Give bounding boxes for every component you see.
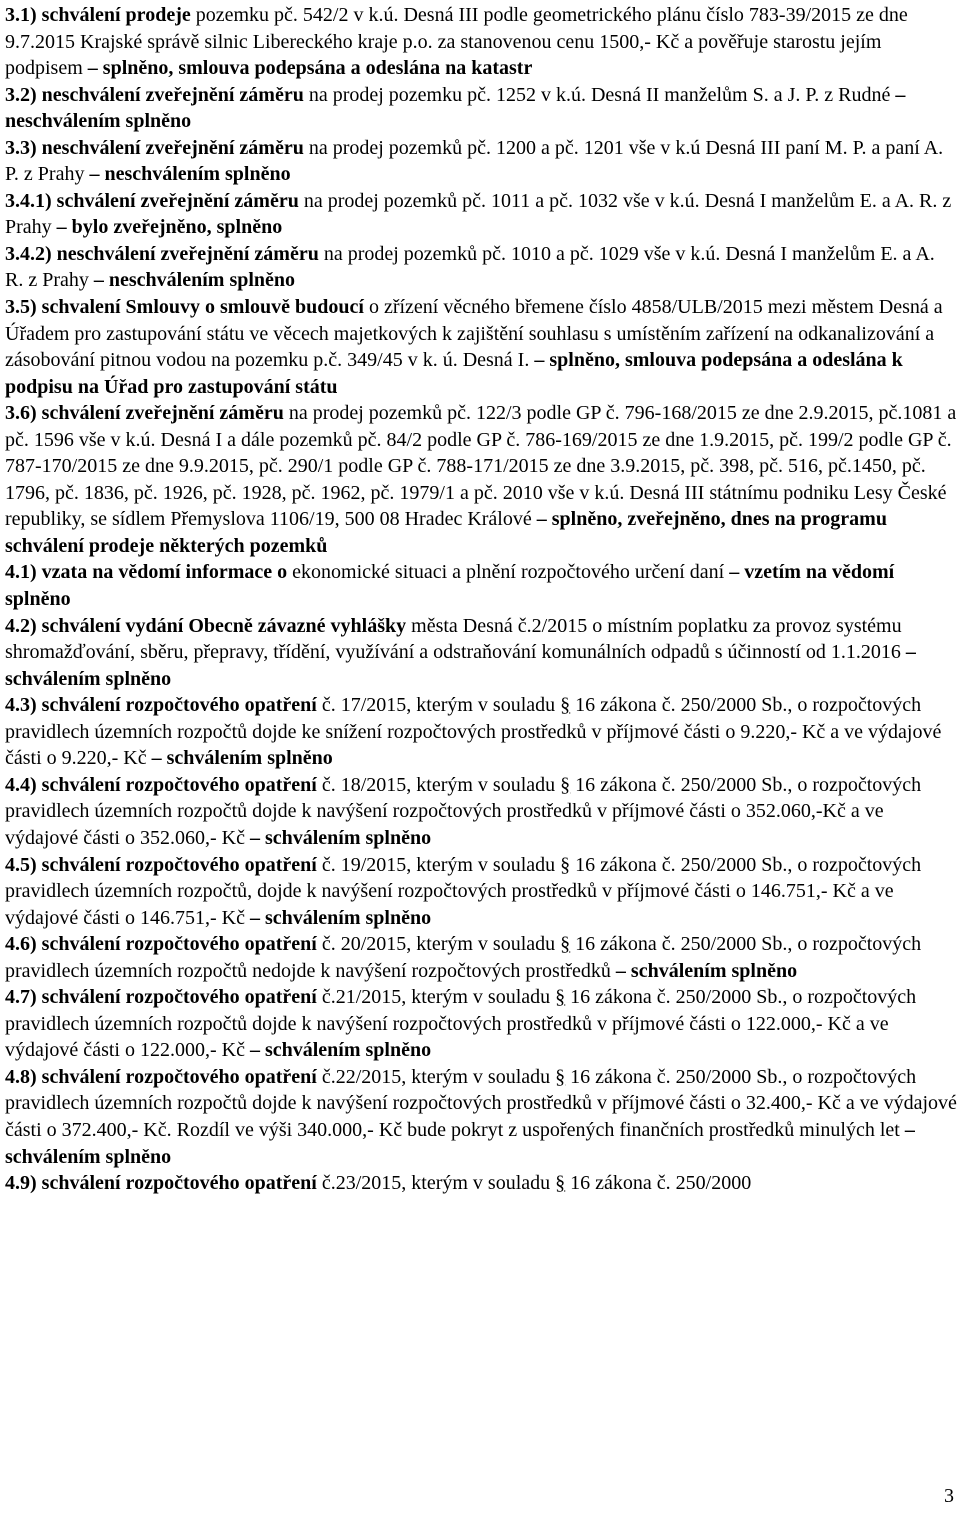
body-text: č.23/2015, kterým v souladu bbox=[316, 1172, 556, 1195]
bold-text: 4.9) schválení rozpočtového opatření bbox=[5, 1172, 317, 1195]
section-symbol: § bbox=[555, 1065, 566, 1088]
section-symbol: § bbox=[560, 694, 571, 717]
bold-text: 4.4) schválení rozpočtového opatření bbox=[5, 773, 317, 796]
paragraph-p3-4-2 bbox=[5, 241, 957, 294]
paragraph-p4-4 bbox=[5, 772, 957, 852]
bold-text: 4.7) schválení rozpočtového opatření bbox=[5, 986, 317, 1009]
bold-text: 4.2) schválení vydání Obecně závazné vyhlášky bbox=[5, 614, 407, 637]
bold-text: – neschválením splněno bbox=[93, 269, 296, 292]
bold-text: 3.5) schvalení Smlouvy o smlouvě budoucí bbox=[5, 296, 364, 319]
paragraph-p4-2 bbox=[5, 613, 957, 693]
paragraph-p3-1 bbox=[5, 2, 957, 82]
bold-text: – schválením splněno bbox=[5, 641, 916, 690]
body-text: 16 zákona č. 250/2000 Sb., o rozpočtových pravidlech územních rozpočtů, dojde k navýšení rozpočtových prostředků v příjmové části o 146.751,- Kč a ve výdajové části o 146.751,- Kč bbox=[5, 853, 922, 929]
body-text: 16 zákona č. 250/2000 Sb., o rozpočtových pravidlech územních rozpočtů dojde k navýšení rozpočtových prostředků v příjmové části o 122.000,- Kč a ve výdajové části o 122.000,- Kč bbox=[5, 986, 917, 1062]
paragraph-p4-5 bbox=[5, 852, 957, 932]
body-text: na prodej pozemků pč. 1200 a pč. 1201 vše v k.ú Desná III paní M. P. a paní A. P. z Prahy bbox=[5, 136, 944, 186]
body-text: 16 zákona č. 250/2000 Sb., o rozpočtových pravidlech územních rozpočtů dojde k navýšení rozpočtových prostředků v příjmové části o 352.060,-Kč a ve výdajové části o 352.060,- Kč bbox=[5, 773, 922, 849]
body-text: o zřízení věcného břemene číslo 4858/ULB/2015 mezi městem Desná a Úřadem pro zastupování státu ve věcech majetkových k zajištění souhlasu s umístěním zařízení na odkanalizování a zásobování pitnou vodou na pozemku p.č. 349/45 v k. ú. Desná I. bbox=[5, 296, 943, 372]
paragraph-p3-5 bbox=[5, 294, 957, 400]
bold-text: 4.6) schválení rozpočtového opatření bbox=[5, 933, 317, 956]
bold-text: 4.8) schválení rozpočtového opatření bbox=[5, 1065, 317, 1088]
paragraph-p4-1 bbox=[5, 559, 957, 612]
paragraph-p3-4-1 bbox=[5, 188, 957, 241]
bold-text: 3.1) schválení prodeje bbox=[5, 4, 191, 26]
body-text: č. 19/2015, kterým v souladu bbox=[316, 853, 561, 876]
body-text: 16 zákona č. 250/2000 Sb., o rozpočtových pravidlech územních rozpočtů dojde k navýšení rozpočtových prostředků v příjmové části o 32.400,- Kč a ve výdajové části o 372.400,- Kč. Rozdíl ve výši 340.000,- Kč bude pokryt z uspořených finančních prostředků minulých let bbox=[5, 1065, 957, 1141]
body-text: č.22/2015, kterým v souladu bbox=[316, 1065, 556, 1088]
bold-text: 3.3) neschválení zveřejnění záměru bbox=[5, 136, 304, 159]
body-text: na prodej pozemků pč. 1010 a pč. 1029 vše v k.ú. Desná I manželům E. a A. R. z Prahy bbox=[5, 242, 935, 292]
bold-text: 3.4.2) neschválení zveřejnění záměru bbox=[5, 242, 319, 265]
document-body bbox=[5, 2, 957, 1197]
body-text: na prodej pozemků pč. 122/3 podle GP č. 796-168/2015 ze dne 2.9.2015, pč.1081 a pč. 1596 vše v k.ú. Desná I a dále pozemků pč. 84/2 podle GP č. 786-169/2015 ze dne 1.9.2015, pč. 199/2 podle GP č. 787-170/2015 ze dne 9.9.2015, pč. 290/1 podle GP č. 788-171/2015 ze dne 3.9.2015, pč. 398, pč. 516, pč.1450, pč. 1796, pč. 1836, pč. 1926, pč. 1928, pč. 1962, pč. 1979/1 a pč. 2010 vše v k.ú. Desná III státnímu podniku Lesy České republiky, se sídlem Přemyslova 1106/19, 500 08 Hradec Králové bbox=[5, 402, 957, 531]
bold-text: 3.6) schválení zveřejnění záměru bbox=[5, 402, 284, 425]
page-number: 3 bbox=[944, 1485, 954, 1507]
body-text: č. 17/2015, kterým v souladu bbox=[316, 694, 561, 717]
bold-text: – splněno, smlouva podepsána a odeslána na katastr bbox=[87, 57, 533, 80]
section-symbol: § bbox=[555, 986, 566, 1009]
body-text: č. 20/2015, kterým v souladu bbox=[316, 933, 561, 956]
bold-text: 4.1) vzata na vědomí informace o bbox=[5, 561, 288, 584]
body-text: 16 zákona č. 250/2000 Sb., o rozpočtových pravidlech územních rozpočtů dojde ke snížení rozpočtových prostředků v příjmové části o 9.220,- Kč a ve výdajové části o 9.220,- Kč bbox=[5, 694, 942, 770]
section-symbol: § bbox=[555, 1172, 566, 1195]
paragraph-p3-6 bbox=[5, 400, 957, 559]
bold-text: 4.3) schválení rozpočtového opatření bbox=[5, 694, 317, 717]
bold-text: – vzetím na vědomí splněno bbox=[5, 561, 895, 611]
body-text: č. 18/2015, kterým v souladu bbox=[316, 773, 561, 796]
bold-text: – neschválením splněno bbox=[5, 83, 906, 133]
bold-text: – splněno, smlouva podepsána a odeslána k podpisu na Úřad pro zastupování státu bbox=[5, 349, 903, 398]
paragraph-p4-3 bbox=[5, 692, 957, 772]
bold-text: 3.4.1) schválení zveřejnění záměru bbox=[5, 189, 299, 212]
paragraph-p4-6 bbox=[5, 931, 957, 984]
body-text: ekonomické situaci a plnění rozpočtového určení daní bbox=[287, 561, 730, 584]
body-text: na prodej pozemku pč. 1252 v k.ú. Desná II manželům S. a J. P. z Rudné bbox=[303, 83, 896, 106]
bold-text: 4.5) schválení rozpočtového opatření bbox=[5, 853, 317, 876]
paragraph-p4-8 bbox=[5, 1064, 957, 1170]
bold-text: – schválením splněno bbox=[249, 826, 432, 849]
bold-text: – schválením splněno bbox=[5, 1118, 915, 1168]
bold-text: – bylo zveřejněno, splněno bbox=[56, 216, 283, 239]
paragraph-p4-9 bbox=[5, 1170, 957, 1197]
section-symbol: § bbox=[560, 933, 571, 956]
body-text: na prodej pozemků pč. 1011 a pč. 1032 vše v k.ú. Desná I manželům E. a A. R. z Prahy bbox=[5, 189, 952, 239]
body-text: 16 zákona č. 250/2000 Sb., o rozpočtových pravidlech územních rozpočtů nedojde k navýšení rozpočtových prostředků bbox=[5, 933, 922, 982]
bold-text: – neschválením splněno bbox=[89, 163, 291, 186]
bold-text: 3.2) neschválení zveřejnění záměru bbox=[5, 83, 304, 106]
section-symbol: § bbox=[560, 773, 571, 796]
bold-text: – schválením splněno bbox=[249, 1039, 432, 1062]
paragraph-p3-2 bbox=[5, 82, 957, 135]
bold-text: – schválením splněno bbox=[249, 906, 432, 929]
bold-text: – splněno, zveřejněno, dnes na programu schválení prodeje některých pozemků bbox=[5, 508, 887, 557]
body-text: města Desná č.2/2015 o místním poplatku za provoz systému shromažďování, sběru, přepravy, třídění, využívání a odstraňování komunálních odpadů s účinností od 1.1.2016 bbox=[5, 614, 906, 664]
body-text: pozemku pč. 542/2 v k.ú. Desná III podle geometrického plánu číslo 783-39/2015 ze dne 9.7.2015 Krajské správě silnic Libereckého kraje p.o. za stanovenou cenu 1500,- Kč a pověřuje starostu jejím podpisem bbox=[5, 4, 908, 80]
paragraph-p3-3 bbox=[5, 135, 957, 188]
bold-text: – schválením splněno bbox=[151, 747, 333, 770]
bold-text: – schválením splněno bbox=[615, 959, 798, 982]
paragraph-p4-7 bbox=[5, 984, 957, 1064]
body-text: č.21/2015, kterým v souladu bbox=[316, 986, 556, 1009]
body-text: 16 zákona č. 250/2000 bbox=[565, 1172, 752, 1195]
section-symbol: § bbox=[560, 853, 571, 876]
